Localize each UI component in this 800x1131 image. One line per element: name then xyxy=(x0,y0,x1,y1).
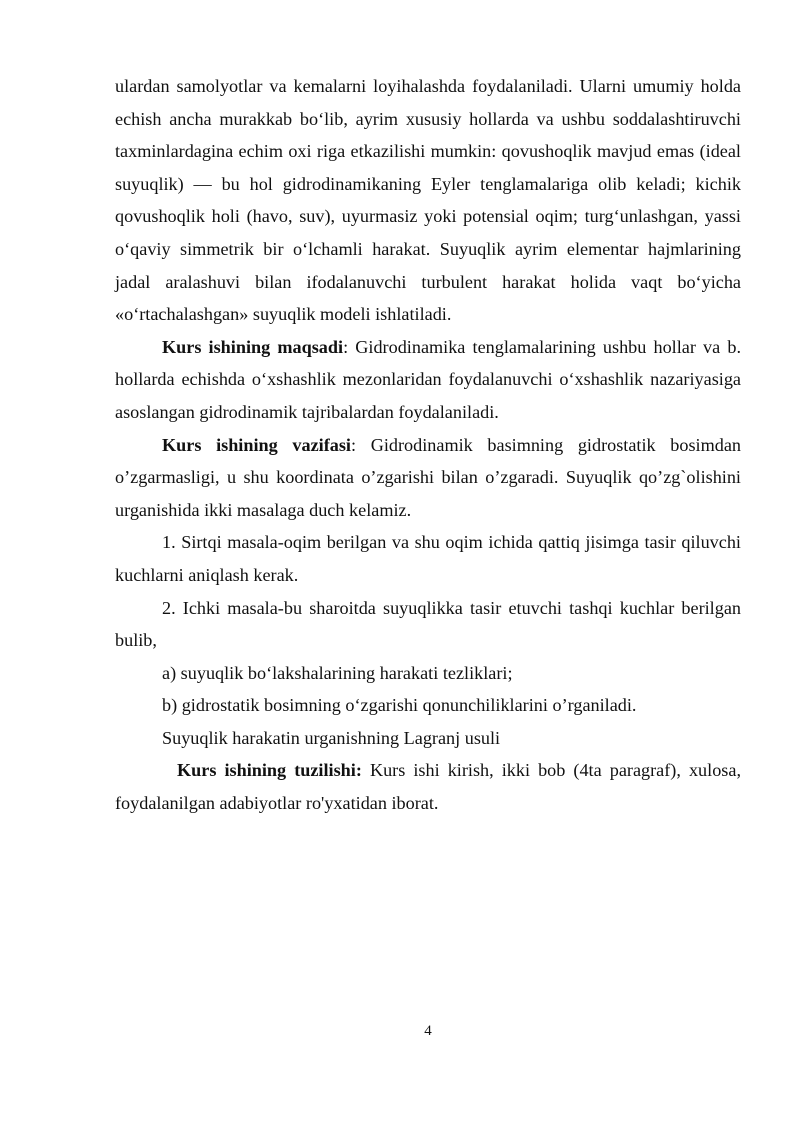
task-heading: Kurs ishining vazifasi xyxy=(162,434,351,455)
paragraph-goal xyxy=(115,331,741,429)
task-text: : Gidrodinamik basimning gidrostatik bosimdan o’zgarmasligi, u shu koordinata o’zgarishi bilan o’zgaradi. Suyuqlik qo’zg`olishini urganishida ikki masalaga duch kelamiz. xyxy=(115,434,742,520)
paragraph-structure xyxy=(115,754,741,819)
list-item-b: b) gidrostatik bosimning o‘zgarishi qonunchiliklarini o’rganiladi. xyxy=(162,695,637,716)
list-item-a: a) suyuqlik bo‘lakshalarining harakati tezliklari; xyxy=(162,662,513,683)
page-number: 4 xyxy=(424,1023,432,1039)
goal-heading: Kurs ishining maqsadi xyxy=(162,336,344,357)
list-item-2: 2. Ichki masala-bu sharoitda suyuqlikka tasir etuvchi tashqi kuchlar berilgan bulib, xyxy=(115,597,741,651)
structure-text: Kurs ishi kirish, ikki bob (4ta paragraf), xulosa, foydalanilgan adabiyotlar ro'yxatidan iborat. xyxy=(115,760,741,814)
body-text xyxy=(115,70,741,820)
list-item-1: 1. Sirtqi masala-oqim berilgan va shu oqim ichida qattiq jisimga tasir qiluvchi kuchlarni aniqlash kerak. xyxy=(115,532,741,585)
goal-text: : Gidrodinamika tenglamalarining ushbu hollar va b. hollarda echishda o‘xshashlik mezonlaridan foydalanuvchi o‘xshashlik nazariyasiga asoslangan gidrodinamik tajribalardan foydalaniladi. xyxy=(115,336,741,422)
paragraph-intro: ulardan samolyotlar va kemalarni loyihalashda foydalaniladi. Ularni umumiy holda echish ancha murakkab bo‘lib, ayrim xususiy hollarda va ushbu soddalashtiruvchi taxminlardagina echim oxi riga etkazilishi mumkin: qovushoqlik mavjud emas (ideal suyuqlik) — bu hol gidrodinamikaning Eyler tenglamalariga olib keladi; kichik qovushoqlik holi (havo, suv), uyurmasiz yoki potensial oqim; turg‘unlashgan, yassi o‘qaviy simmetrik bir o‘lchamli harakat. Suyuqlik ayrim elementar hajmlarining jadal aralashuvi bilan ifodalanuvchi turbulent harakat holida vaqt bo‘yicha «o‘rtachalashgan» suyuqlik modeli ishlatiladi. xyxy=(115,76,741,325)
structure-heading: Kurs ishining tuzilishi: xyxy=(177,760,362,781)
lagrange-line: Suyuqlik harakatin urganishning Lagranj usuli xyxy=(162,727,501,748)
paragraph-task xyxy=(115,429,741,527)
